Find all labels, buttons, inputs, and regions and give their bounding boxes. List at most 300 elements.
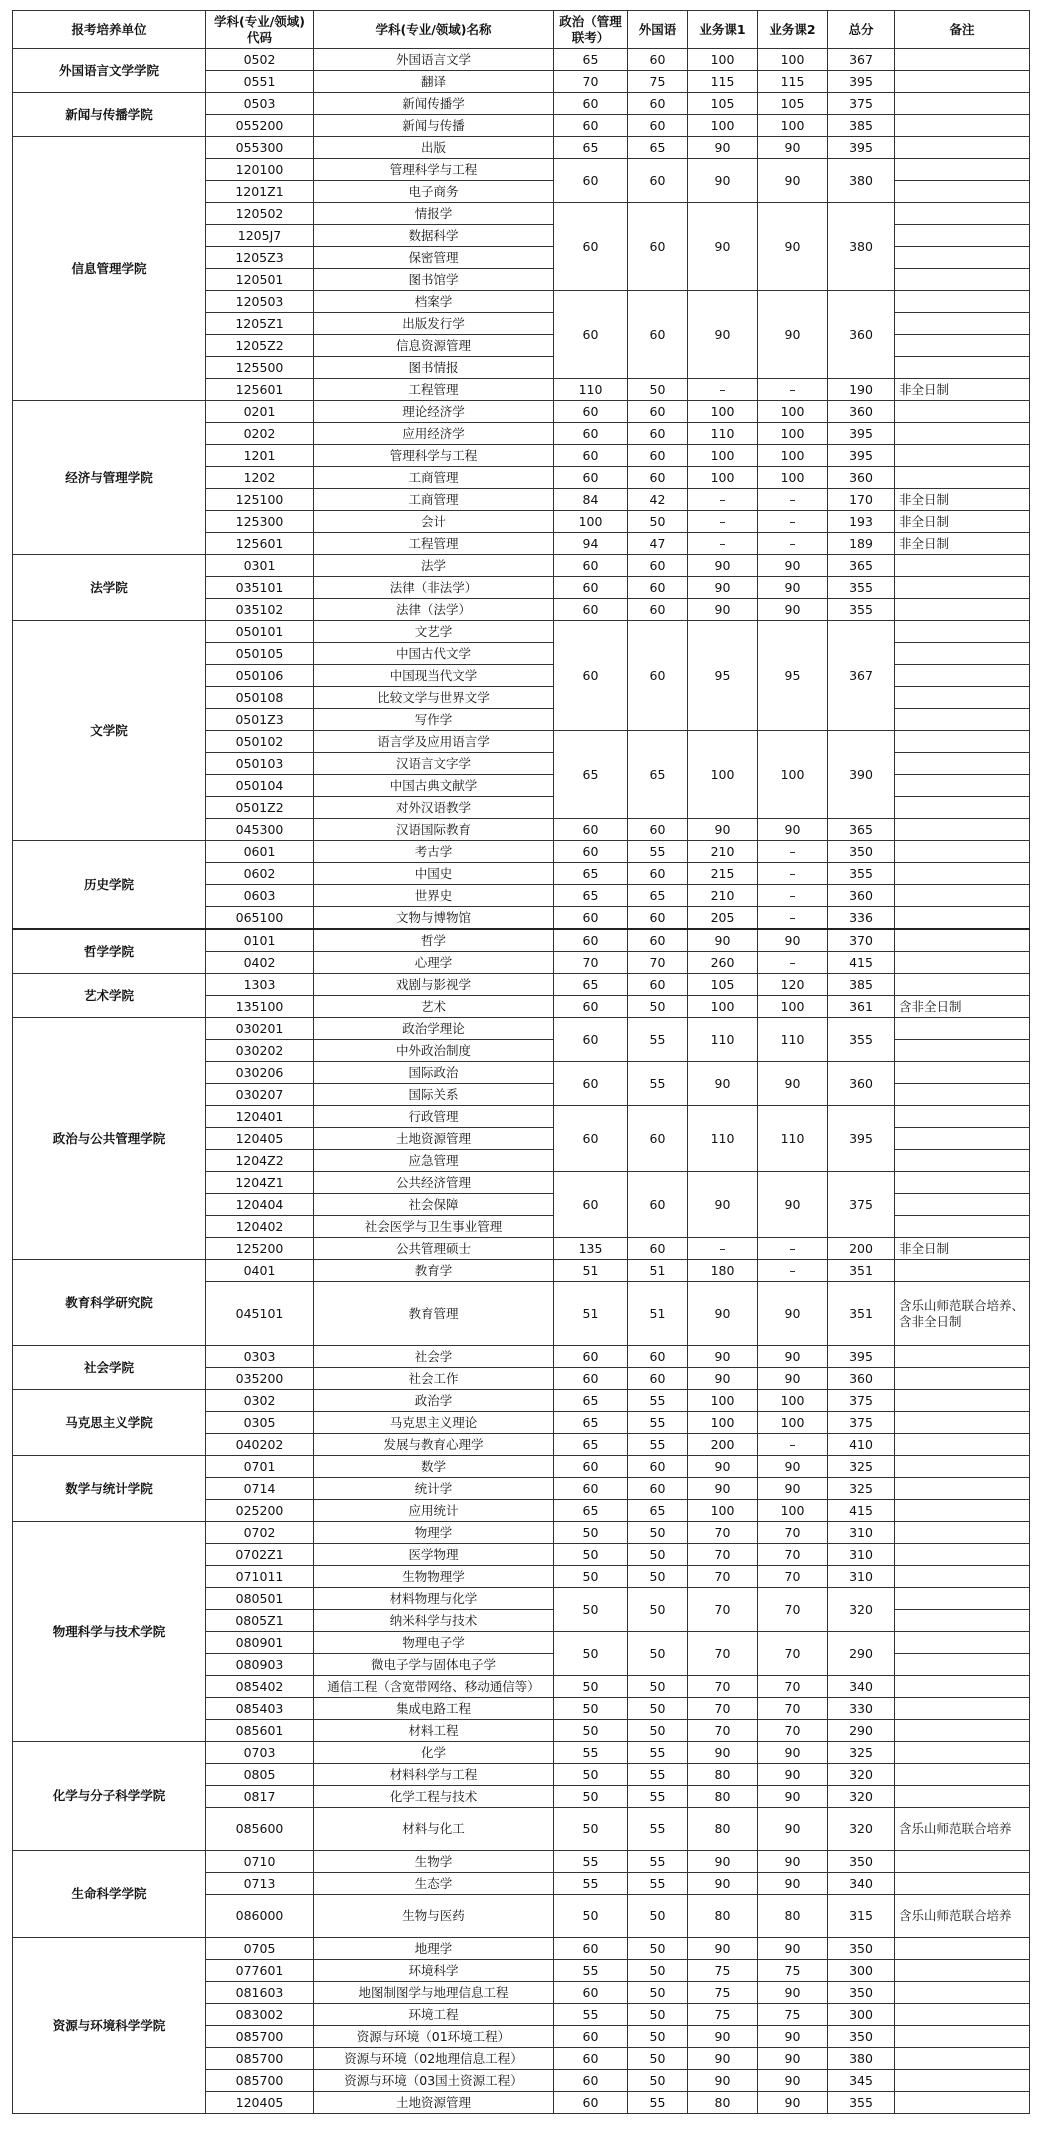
name-cell: 中国古典文献学 [314, 775, 554, 797]
foreign-language-score: 60 [628, 49, 688, 71]
foreign-language-score: 55 [628, 1764, 688, 1786]
politics-score: 50 [554, 1522, 628, 1544]
total-score: 355 [828, 1018, 895, 1062]
politics-score: 70 [554, 71, 628, 93]
remarks-cell [895, 709, 1030, 731]
foreign-language-score: 50 [628, 2026, 688, 2048]
politics-score: 50 [554, 1544, 628, 1566]
name-cell: 保密管理 [314, 247, 554, 269]
politics-score: 60 [554, 907, 628, 930]
politics-score: 65 [554, 1412, 628, 1434]
remarks-cell [895, 1764, 1030, 1786]
remarks-cell [895, 71, 1030, 93]
table-row [13, 841, 1030, 863]
politics-score: 65 [554, 137, 628, 159]
total-score: 415 [828, 952, 895, 974]
code-cell: 0603 [206, 885, 314, 907]
remarks-cell [895, 819, 1030, 841]
name-cell: 法学 [314, 555, 554, 577]
header-subject-2: 业务课2 [758, 11, 828, 49]
subject-1-score: 90 [688, 1851, 758, 1873]
code-cell: 1201 [206, 445, 314, 467]
code-cell: 030207 [206, 1084, 314, 1106]
foreign-language-score: 50 [628, 1588, 688, 1632]
politics-score: 51 [554, 1260, 628, 1282]
code-cell: 120402 [206, 1216, 314, 1238]
subject-2-score: 100 [758, 401, 828, 423]
total-score: 350 [828, 1938, 895, 1960]
header-unit: 报考培养单位 [13, 11, 206, 49]
politics-score: 60 [554, 1172, 628, 1238]
code-cell: 055300 [206, 137, 314, 159]
name-cell: 社会学 [314, 1346, 554, 1368]
politics-score: 55 [554, 1851, 628, 1873]
code-cell: 0602 [206, 863, 314, 885]
remarks-cell [895, 1390, 1030, 1412]
subject-1-score: 90 [688, 203, 758, 291]
code-cell: 085402 [206, 1676, 314, 1698]
unit-cell: 哲学学院 [13, 929, 206, 974]
code-cell: 0714 [206, 1478, 314, 1500]
foreign-language-score: 70 [628, 952, 688, 974]
foreign-language-score: 50 [628, 1566, 688, 1588]
remarks-cell [895, 1172, 1030, 1194]
total-score: 300 [828, 2004, 895, 2026]
politics-score: 110 [554, 379, 628, 401]
foreign-language-score: 51 [628, 1260, 688, 1282]
politics-score: 60 [554, 929, 628, 952]
foreign-language-score: 75 [628, 71, 688, 93]
code-cell: 1205Z2 [206, 335, 314, 357]
code-cell: 125601 [206, 533, 314, 555]
code-cell: 071011 [206, 1566, 314, 1588]
name-cell: 写作学 [314, 709, 554, 731]
subject-2-score: – [758, 907, 828, 930]
name-cell: 图书馆学 [314, 269, 554, 291]
subject-2-score: – [758, 489, 828, 511]
name-cell: 中国现当代文学 [314, 665, 554, 687]
foreign-language-score: 50 [628, 1544, 688, 1566]
code-cell: 085601 [206, 1720, 314, 1742]
remarks-cell [895, 1654, 1030, 1676]
politics-score: 60 [554, 1456, 628, 1478]
unit-cell: 化学与分子科学学院 [13, 1742, 206, 1851]
name-cell: 材料与化工 [314, 1808, 554, 1851]
table-row [13, 555, 1030, 577]
foreign-language-score: 42 [628, 489, 688, 511]
subject-1-score: 100 [688, 996, 758, 1018]
foreign-language-score: 55 [628, 1412, 688, 1434]
foreign-language-score: 50 [628, 1522, 688, 1544]
name-cell: 出版 [314, 137, 554, 159]
header-total: 总分 [828, 11, 895, 49]
subject-2-score: – [758, 533, 828, 555]
foreign-language-score: 50 [628, 1632, 688, 1676]
total-score: 355 [828, 577, 895, 599]
remarks-cell [895, 1434, 1030, 1456]
subject-2-score: 90 [758, 577, 828, 599]
foreign-language-score: 60 [628, 401, 688, 423]
foreign-language-score: 60 [628, 1106, 688, 1172]
subject-2-score: 70 [758, 1522, 828, 1544]
subject-1-score: 90 [688, 1742, 758, 1764]
remarks-cell [895, 952, 1030, 974]
politics-score: 60 [554, 2070, 628, 2092]
subject-1-score: 90 [688, 577, 758, 599]
remarks-cell [895, 797, 1030, 819]
subject-2-score: 90 [758, 1478, 828, 1500]
total-score: 395 [828, 1346, 895, 1368]
politics-score: 60 [554, 577, 628, 599]
remarks-cell [895, 1040, 1030, 1062]
table-row [13, 1346, 1030, 1368]
remarks-cell [895, 929, 1030, 952]
subject-2-score: 100 [758, 423, 828, 445]
header-name: 学科(专业/领域)名称 [314, 11, 554, 49]
code-cell: 125300 [206, 511, 314, 533]
politics-score: 50 [554, 1720, 628, 1742]
remarks-cell [895, 1500, 1030, 1522]
name-cell: 材料科学与工程 [314, 1764, 554, 1786]
code-cell: 050108 [206, 687, 314, 709]
foreign-language-score: 55 [628, 1851, 688, 1873]
remarks-cell [895, 1194, 1030, 1216]
name-cell: 医学物理 [314, 1544, 554, 1566]
politics-score: 65 [554, 731, 628, 819]
name-cell: 中外政治制度 [314, 1040, 554, 1062]
subject-1-score: 100 [688, 115, 758, 137]
code-cell: 0501Z3 [206, 709, 314, 731]
name-cell: 通信工程（含宽带网络、移动通信等） [314, 1676, 554, 1698]
subject-1-score: 100 [688, 401, 758, 423]
name-cell: 文物与博物馆 [314, 907, 554, 930]
foreign-language-score: 55 [628, 1808, 688, 1851]
subject-1-score: 90 [688, 1938, 758, 1960]
remarks-cell [895, 665, 1030, 687]
subject-2-score: 100 [758, 467, 828, 489]
subject-2-score: 90 [758, 555, 828, 577]
code-cell: 120502 [206, 203, 314, 225]
subject-1-score: 90 [688, 929, 758, 952]
subject-1-score: 90 [688, 159, 758, 203]
name-cell: 资源与环境（03国土资源工程） [314, 2070, 554, 2092]
header-politics: 政治（管理联考） [554, 11, 628, 49]
subject-2-score: 95 [758, 621, 828, 731]
code-cell: 0401 [206, 1260, 314, 1282]
total-score: 350 [828, 2026, 895, 2048]
total-score: 315 [828, 1895, 895, 1938]
name-cell: 应用统计 [314, 1500, 554, 1522]
foreign-language-score: 60 [628, 1478, 688, 1500]
subject-1-score: 90 [688, 2048, 758, 2070]
name-cell: 发展与教育心理学 [314, 1434, 554, 1456]
foreign-language-score: 60 [628, 621, 688, 731]
total-score: 351 [828, 1260, 895, 1282]
name-cell: 集成电路工程 [314, 1698, 554, 1720]
politics-score: 60 [554, 996, 628, 1018]
total-score: 370 [828, 929, 895, 952]
politics-score: 50 [554, 1895, 628, 1938]
foreign-language-score: 60 [628, 291, 688, 379]
name-cell: 语言学及应用语言学 [314, 731, 554, 753]
total-score: 345 [828, 2070, 895, 2092]
foreign-language-score: 55 [628, 1786, 688, 1808]
total-score: 365 [828, 555, 895, 577]
remarks-cell [895, 643, 1030, 665]
code-cell: 120100 [206, 159, 314, 181]
code-cell: 1303 [206, 974, 314, 996]
code-cell: 085403 [206, 1698, 314, 1720]
subject-2-score: 70 [758, 1676, 828, 1698]
code-cell: 0703 [206, 1742, 314, 1764]
foreign-language-score: 55 [628, 1434, 688, 1456]
politics-score: 60 [554, 555, 628, 577]
code-cell: 025200 [206, 1500, 314, 1522]
total-score: 360 [828, 291, 895, 379]
name-cell: 理论经济学 [314, 401, 554, 423]
code-cell: 085600 [206, 1808, 314, 1851]
subject-2-score: 75 [758, 1960, 828, 1982]
table-row [13, 1851, 1030, 1873]
remarks-cell [895, 1786, 1030, 1808]
subject-1-score: – [688, 489, 758, 511]
name-cell: 环境工程 [314, 2004, 554, 2026]
politics-score: 60 [554, 841, 628, 863]
code-cell: 1204Z2 [206, 1150, 314, 1172]
foreign-language-score: 60 [628, 159, 688, 203]
subject-1-score: 70 [688, 1544, 758, 1566]
code-cell: 030201 [206, 1018, 314, 1040]
remarks-cell [895, 1632, 1030, 1654]
table-row [13, 621, 1030, 643]
subject-2-score: – [758, 1260, 828, 1282]
subject-2-score: 90 [758, 203, 828, 291]
code-cell: 035101 [206, 577, 314, 599]
politics-score: 60 [554, 1018, 628, 1062]
subject-1-score: 110 [688, 1018, 758, 1062]
remarks-cell [895, 2048, 1030, 2070]
code-cell: 0702Z1 [206, 1544, 314, 1566]
subject-2-score: 100 [758, 731, 828, 819]
remarks-cell [895, 687, 1030, 709]
remarks-cell [895, 1062, 1030, 1084]
name-cell: 应急管理 [314, 1150, 554, 1172]
subject-1-score: 90 [688, 1873, 758, 1895]
table-row [13, 1390, 1030, 1412]
subject-2-score: 70 [758, 1588, 828, 1632]
name-cell: 戏剧与影视学 [314, 974, 554, 996]
subject-2-score: – [758, 841, 828, 863]
remarks-cell [895, 1851, 1030, 1873]
name-cell: 档案学 [314, 291, 554, 313]
code-cell: 0805Z1 [206, 1610, 314, 1632]
total-score: 380 [828, 2048, 895, 2070]
total-score: 190 [828, 379, 895, 401]
politics-score: 60 [554, 1062, 628, 1106]
table-row [13, 137, 1030, 159]
remarks-cell [895, 1478, 1030, 1500]
total-score: 361 [828, 996, 895, 1018]
subject-1-score: – [688, 533, 758, 555]
total-score: 360 [828, 467, 895, 489]
remarks-cell [895, 291, 1030, 313]
code-cell: 065100 [206, 907, 314, 930]
name-cell: 环境科学 [314, 1960, 554, 1982]
politics-score: 55 [554, 1873, 628, 1895]
remarks-cell: 非全日制 [895, 533, 1030, 555]
total-score: 355 [828, 599, 895, 621]
foreign-language-score: 55 [628, 1062, 688, 1106]
foreign-language-score: 65 [628, 1500, 688, 1522]
code-cell: 135100 [206, 996, 314, 1018]
name-cell: 会计 [314, 511, 554, 533]
politics-score: 60 [554, 401, 628, 423]
remarks-cell [895, 445, 1030, 467]
remarks-cell: 含非全日制 [895, 996, 1030, 1018]
name-cell: 地理学 [314, 1938, 554, 1960]
code-cell: 125200 [206, 1238, 314, 1260]
code-cell: 120401 [206, 1106, 314, 1128]
foreign-language-score: 60 [628, 1172, 688, 1238]
total-score: 355 [828, 2092, 895, 2114]
code-cell: 0551 [206, 71, 314, 93]
politics-score: 55 [554, 2004, 628, 2026]
remarks-cell [895, 1128, 1030, 1150]
subject-2-score: 100 [758, 996, 828, 1018]
code-cell: 0710 [206, 1851, 314, 1873]
subject-2-score: 90 [758, 2092, 828, 2114]
code-cell: 1202 [206, 467, 314, 489]
subject-2-score: 100 [758, 115, 828, 137]
subject-1-score: 90 [688, 2026, 758, 2048]
name-cell: 比较文学与世界文学 [314, 687, 554, 709]
subject-2-score: 90 [758, 599, 828, 621]
foreign-language-score: 60 [628, 863, 688, 885]
subject-2-score: 90 [758, 1742, 828, 1764]
remarks-cell [895, 577, 1030, 599]
code-cell: 086000 [206, 1895, 314, 1938]
remarks-cell [895, 1698, 1030, 1720]
code-cell: 085700 [206, 2070, 314, 2092]
politics-score: 50 [554, 1808, 628, 1851]
name-cell: 社会工作 [314, 1368, 554, 1390]
total-score: 189 [828, 533, 895, 555]
politics-score: 65 [554, 1434, 628, 1456]
name-cell: 哲学 [314, 929, 554, 952]
header-code: 学科(专业/领域)代码 [206, 11, 314, 49]
politics-score: 60 [554, 819, 628, 841]
politics-score: 60 [554, 291, 628, 379]
name-cell: 图书情报 [314, 357, 554, 379]
code-cell: 0705 [206, 1938, 314, 1960]
table-row [13, 1938, 1030, 1960]
name-cell: 汉语言文字学 [314, 753, 554, 775]
subject-2-score: 90 [758, 1282, 828, 1346]
unit-cell: 教育科学研究院 [13, 1260, 206, 1346]
code-cell: 0503 [206, 93, 314, 115]
header-subject-1: 业务课1 [688, 11, 758, 49]
foreign-language-score: 60 [628, 1238, 688, 1260]
remarks-cell [895, 93, 1030, 115]
total-score: 330 [828, 1698, 895, 1720]
remarks-cell [895, 907, 1030, 930]
politics-score: 60 [554, 1982, 628, 2004]
subject-2-score: 90 [758, 1873, 828, 1895]
subject-2-score: 115 [758, 71, 828, 93]
table-row [13, 1456, 1030, 1478]
subject-1-score: – [688, 511, 758, 533]
subject-1-score: 90 [688, 819, 758, 841]
total-score: 336 [828, 907, 895, 930]
unit-cell: 法学院 [13, 555, 206, 621]
foreign-language-score: 65 [628, 885, 688, 907]
total-score: 350 [828, 1851, 895, 1873]
code-cell: 0805 [206, 1764, 314, 1786]
code-cell: 085700 [206, 2048, 314, 2070]
remarks-cell [895, 841, 1030, 863]
total-score: 310 [828, 1522, 895, 1544]
unit-cell: 物理科学与技术学院 [13, 1522, 206, 1742]
name-cell: 材料工程 [314, 1720, 554, 1742]
subject-1-score: 70 [688, 1698, 758, 1720]
politics-score: 60 [554, 115, 628, 137]
subject-2-score: 90 [758, 1062, 828, 1106]
remarks-cell [895, 1084, 1030, 1106]
code-cell: 085700 [206, 2026, 314, 2048]
subject-1-score: 260 [688, 952, 758, 974]
subject-1-score: 75 [688, 1960, 758, 1982]
subject-1-score: 100 [688, 467, 758, 489]
subject-1-score: 105 [688, 974, 758, 996]
total-score: 290 [828, 1632, 895, 1676]
subject-1-score: 80 [688, 1808, 758, 1851]
remarks-cell [895, 1346, 1030, 1368]
name-cell: 纳米科学与技术 [314, 1610, 554, 1632]
code-cell: 0202 [206, 423, 314, 445]
politics-score: 60 [554, 1478, 628, 1500]
subject-2-score: 90 [758, 2048, 828, 2070]
foreign-language-score: 55 [628, 841, 688, 863]
remarks-cell [895, 1938, 1030, 1960]
subject-1-score: 90 [688, 1346, 758, 1368]
politics-score: 65 [554, 974, 628, 996]
remarks-cell: 含乐山师范联合培养 [895, 1895, 1030, 1938]
foreign-language-score: 60 [628, 1346, 688, 1368]
remarks-cell: 非全日制 [895, 379, 1030, 401]
politics-score: 55 [554, 1960, 628, 1982]
politics-score: 84 [554, 489, 628, 511]
name-cell: 情报学 [314, 203, 554, 225]
subject-1-score: 70 [688, 1632, 758, 1676]
subject-1-score: 80 [688, 2092, 758, 2114]
remarks-cell [895, 599, 1030, 621]
politics-score: 60 [554, 1938, 628, 1960]
code-cell: 1204Z1 [206, 1172, 314, 1194]
politics-score: 60 [554, 423, 628, 445]
foreign-language-score: 60 [628, 1456, 688, 1478]
subject-2-score: 70 [758, 1544, 828, 1566]
politics-score: 50 [554, 1698, 628, 1720]
politics-score: 94 [554, 533, 628, 555]
politics-score: 60 [554, 445, 628, 467]
name-cell: 物理电子学 [314, 1632, 554, 1654]
remarks-cell [895, 2092, 1030, 2114]
remarks-cell [895, 1873, 1030, 1895]
name-cell: 微电子学与固体电子学 [314, 1654, 554, 1676]
remarks-cell [895, 1676, 1030, 1698]
name-cell: 化学 [314, 1742, 554, 1764]
name-cell: 汉语国际教育 [314, 819, 554, 841]
